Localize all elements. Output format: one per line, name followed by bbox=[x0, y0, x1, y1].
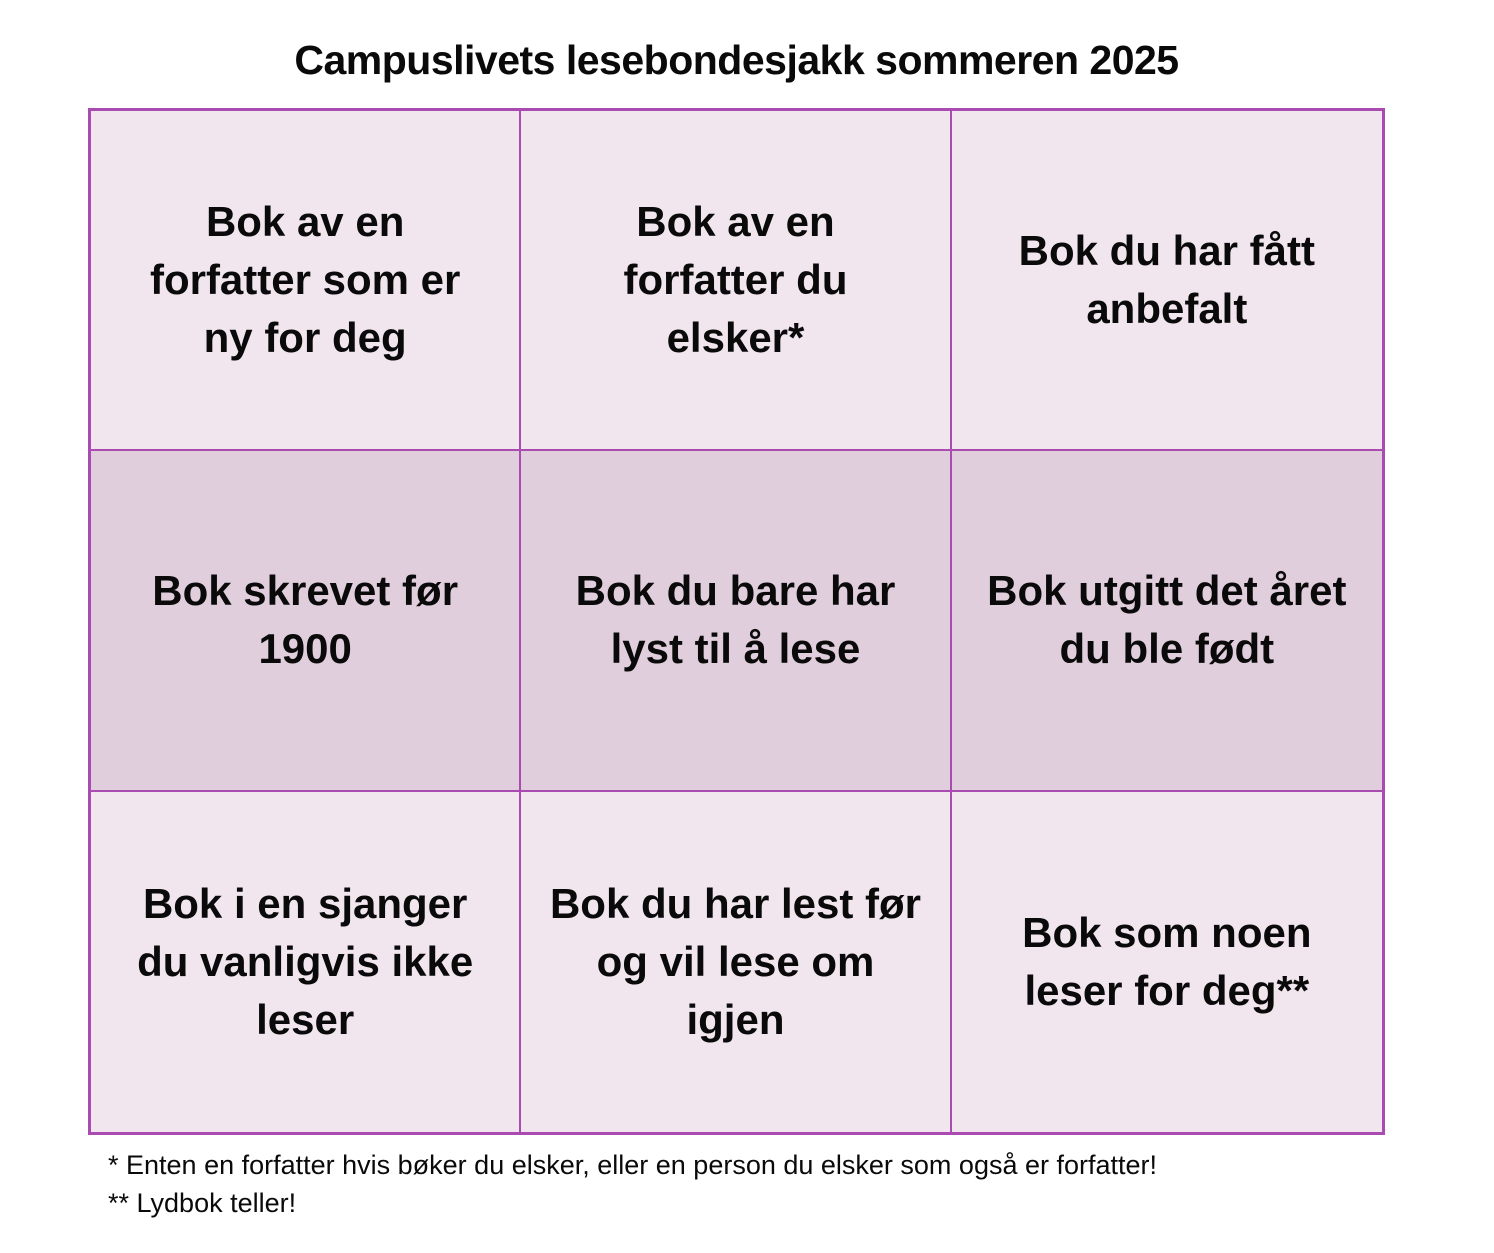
bingo-cell-label: Bok som noen leser for deg** bbox=[1022, 908, 1312, 1014]
bingo-cell-label: Bok skrevet før 1900 bbox=[152, 567, 459, 673]
bingo-cell[interactable] bbox=[91, 451, 521, 791]
bingo-cell[interactable] bbox=[952, 111, 1382, 451]
bingo-board bbox=[88, 108, 1385, 1135]
footnote: * Enten en forfatter hvis bøker du elsker, eller en person du elsker som også er forfatter! bbox=[108, 1150, 1158, 1180]
footnote: ** Lydbok teller! bbox=[108, 1188, 297, 1218]
bingo-cell-label: Bok du har lest før og vil lese om igjen bbox=[549, 879, 922, 1043]
bingo-cell[interactable] bbox=[952, 792, 1382, 1132]
bingo-cell[interactable] bbox=[521, 451, 951, 791]
bingo-cell-label: Bok utgitt det året du ble født bbox=[987, 567, 1347, 673]
bingo-cell-label: Bok du bare har lyst til å lese bbox=[575, 567, 896, 673]
bingo-cell[interactable] bbox=[521, 111, 951, 451]
bingo-cell[interactable] bbox=[91, 111, 521, 451]
bingo-cell[interactable] bbox=[521, 792, 951, 1132]
bingo-cell-label: Bok av en forfatter som er ny for deg bbox=[149, 198, 461, 362]
bingo-cell-label: Bok du har fått anbefalt bbox=[1018, 227, 1315, 333]
bingo-cell[interactable] bbox=[91, 792, 521, 1132]
bingo-cell[interactable] bbox=[952, 451, 1382, 791]
bingo-cell-label: Bok av en forfatter du elsker* bbox=[623, 198, 848, 362]
bingo-cell-label: Bok i en sjanger du vanligvis ikke leser bbox=[137, 879, 474, 1043]
page-title: Campuslivets lesebondesjakk sommeren 2025 bbox=[294, 37, 1179, 83]
footnotes bbox=[108, 1146, 1408, 1222]
